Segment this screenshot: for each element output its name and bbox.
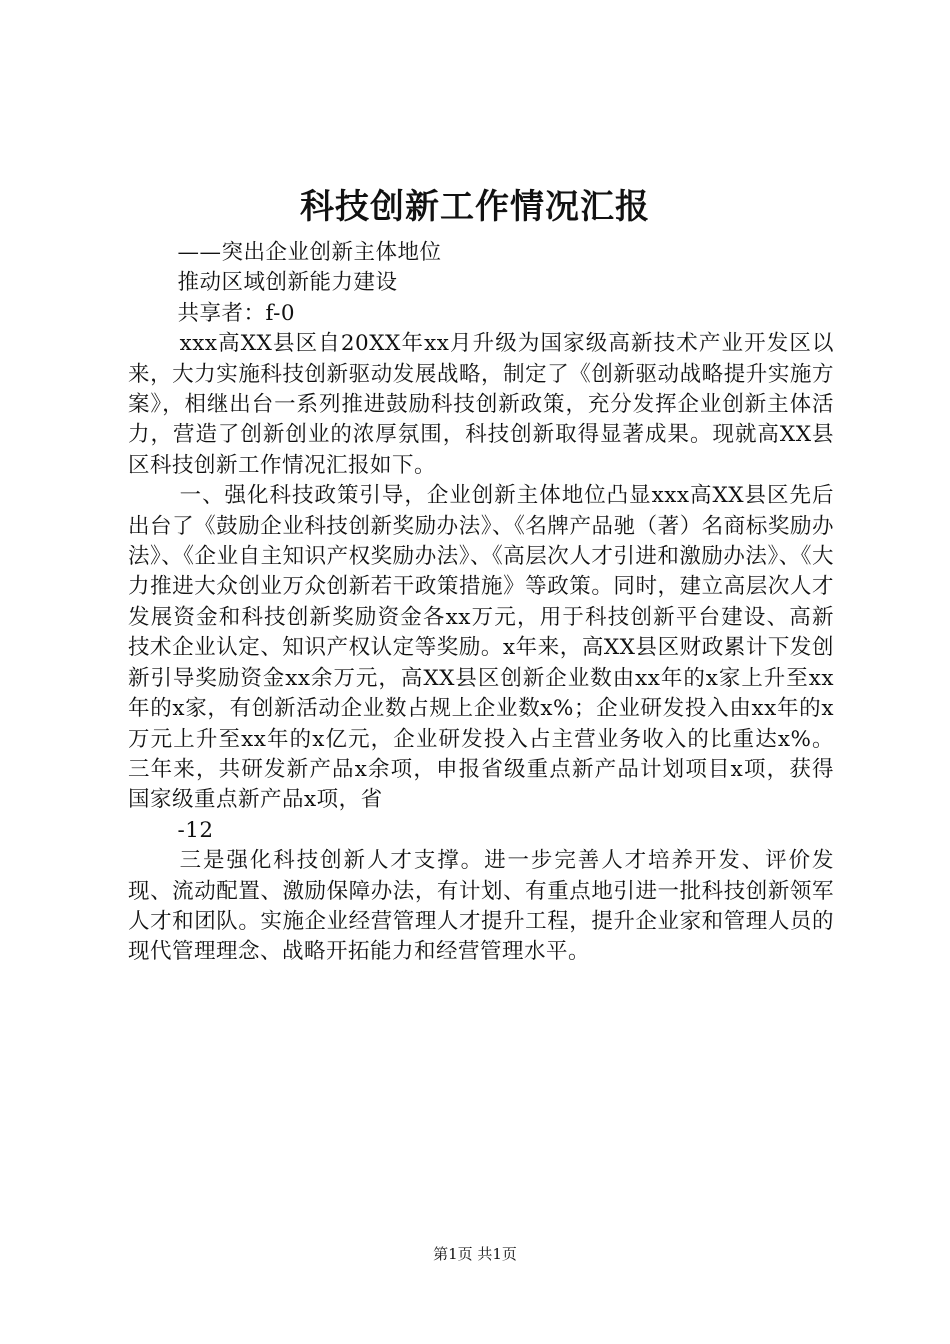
document-title: 科技创新工作情况汇报 [300, 187, 650, 227]
subtitle-line-2: 推动区域创新能力建设 [177, 270, 398, 296]
sharer-line: 共享者：f-0 [177, 300, 296, 326]
subtitle-line-1: ——突出企业创新主体地位 [177, 240, 442, 265]
fragment-line: -12 [177, 817, 214, 843]
page-footer: 第1页 共1页 [433, 1245, 517, 1263]
section-one-paragraph: 一、强化科技政策引导，企业创新主体地位凸显xxx高XX县区先后出台了《鼓励企业科技创新奖励办法》、《名牌产品驰（著）名商标奖励办法》、《企业自主知识产权奖励办法》、《高层次人才引进和激励办法》、《大力推进大众创业万众创新若干政策措施》等政策。同时，建立高层次人才发展资金和科技创新奖励资金各xx万元，用于科技创新平台建设、高新技术企业认定、知识产权认定等奖励。x年来，高XX县区财政累计下发创新引导奖励资金xx余万元，高XX县区创新企业数由xx年的x家上升至xx年的x家，有创新活动企业数占规上企业数x%；企业研发投入由xx年的x万元上升至xx年的x亿元，企业研发投入占主营业务收入的比重达x%。三年来，共研发新产品x余项，申报省级重点新产品计划项目x项，获得国家级重点新产品x项，省 [128, 483, 834, 813]
intro-paragraph: xxx高XX县区自20XX年xx月升级为国家级高新技术产业开发区以来，大力实施科技创新驱动发展战略，制定了《创新驱动战略提升实施方案》，相继出台一系列推进鼓励科技创新政策，充分发挥企业创新主体活力，营造了创新创业的浓厚氛围，科技创新取得显著成果。现就高XX县区科技创新工作情况汇报如下。 [128, 331, 834, 478]
document-body [128, 238, 834, 968]
section-three-paragraph: 三是强化科技创新人才支撑。进一步完善人才培养开发、评价发现、流动配置、激励保障办法，有计划、有重点地引进一批科技创新领军人才和团队。实施企业经营管理人才提升工程，提升企业家和管理人员的现代管理理念、战略开拓能力和经营管理水平。 [128, 848, 834, 965]
